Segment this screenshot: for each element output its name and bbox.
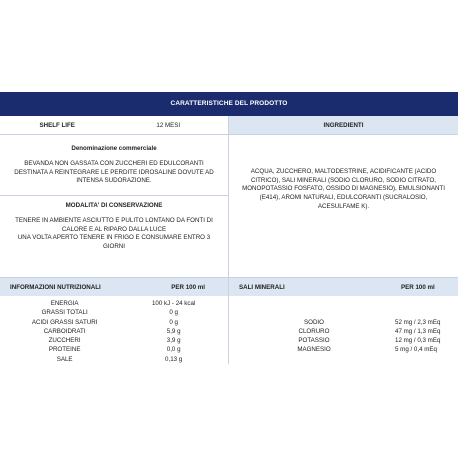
conservazione-line: GIORNI bbox=[102, 242, 125, 250]
nutrition-table bbox=[0, 296, 228, 364]
table-row bbox=[229, 345, 458, 354]
denominazione-line: BEVANDA NON GASSATA CON ZUCCHERI ED EDULCORANTI bbox=[24, 160, 204, 167]
mineral-value: 52 mg / 2,3 mEq bbox=[395, 318, 441, 326]
conservazione-line: UNA VOLTA APERTO TENERE IN FRIGO E CONSUMARE ENTRO 3 bbox=[17, 234, 211, 242]
nutrient-value: 0 g bbox=[169, 318, 178, 326]
mineral-value: 12 mg / 0,3 mEq bbox=[395, 337, 441, 345]
mineral-name: MAGNESIO bbox=[297, 346, 331, 354]
table-row bbox=[0, 327, 228, 336]
conservazione-line: CALORE E AL RIPARO DALLA LUCE bbox=[61, 225, 167, 233]
conservazione-line: TENERE IN AMBIENTE ASCIUTTO E PULITO LONTANO DA FONTI DI bbox=[15, 217, 213, 224]
sheet-title: CARATTERISTICHE DEL PRODOTTO bbox=[0, 92, 458, 116]
nutrient-value: 3,9 g bbox=[166, 337, 181, 345]
nutrition-per-label: PER 100 ml bbox=[171, 283, 206, 291]
denominazione-heading: Denominazione commerciale bbox=[71, 145, 157, 152]
ingredienti-line: CITRICO), SALI MINERALI (SODIO CLORURO, SODIO CITRATO, bbox=[250, 176, 437, 184]
minerals-table bbox=[229, 296, 458, 355]
nutrient-name: ACIDI GRASSI SATURI bbox=[31, 318, 98, 326]
mineral-value: 5 mg / 0,4 mEq bbox=[395, 346, 437, 354]
table-row bbox=[0, 299, 228, 308]
nutrient-value: 5,9 g bbox=[166, 327, 181, 335]
table-row bbox=[0, 345, 228, 354]
nutrition-column bbox=[0, 277, 229, 364]
nutrient-value: 0,13 g bbox=[165, 355, 183, 363]
top-section bbox=[0, 116, 458, 277]
nutrient-value: 0,0 g bbox=[166, 346, 181, 354]
nutrition-header bbox=[0, 277, 228, 296]
ingredienti-heading: INGREDIENTI bbox=[229, 116, 458, 135]
conservazione-text bbox=[0, 215, 228, 257]
minerals-per-label: PER 100 ml bbox=[401, 283, 435, 291]
ingredienti-text bbox=[229, 135, 458, 277]
shelf-life-row bbox=[0, 116, 228, 135]
ingredienti-line: ACESULFAME K). bbox=[317, 202, 370, 210]
ingredienti-line: MONOPOTASSIO FOSFATO, OSSIDO DI MAGNESIO), EMULSIONANTI bbox=[242, 185, 445, 193]
denominazione-line: DESTINATA A REINTEGRARE LE PERDITE IDROSALINE DOVUTE AD bbox=[14, 168, 214, 176]
table-row bbox=[229, 327, 458, 336]
nutrient-value: 100 kJ - 24 kcal bbox=[151, 300, 196, 307]
nutrient-name: ENERGIA bbox=[50, 300, 79, 307]
table-row bbox=[0, 318, 228, 327]
ingredienti-line: ACQUA, ZUCCHERO, MALTODESTRINE, ACIDIFICANTE (ACIDO bbox=[250, 168, 437, 175]
mineral-value: 47 mg / 1,3 mEq bbox=[395, 327, 441, 335]
denominazione-line: INTENSA SUDORAZIONE. bbox=[76, 177, 152, 185]
minerals-column bbox=[229, 277, 458, 364]
nutrition-heading: INFORMAZIONI NUTRIZIONALI bbox=[10, 283, 101, 291]
table-row bbox=[0, 336, 228, 345]
shelf-life-label: SHELF LIFE bbox=[39, 121, 75, 129]
bottom-section bbox=[0, 277, 458, 364]
right-column bbox=[229, 116, 458, 277]
minerals-header bbox=[229, 277, 458, 296]
nutrient-name: PROTEINE bbox=[48, 346, 81, 354]
product-sheet bbox=[0, 92, 458, 364]
table-row bbox=[229, 336, 458, 345]
nutrient-name: SALE bbox=[56, 355, 73, 363]
nutrient-name: ZUCCHERI bbox=[48, 337, 81, 345]
nutrient-value: 0 g bbox=[169, 309, 178, 317]
table-row bbox=[229, 299, 458, 308]
table-row bbox=[229, 308, 458, 317]
shelf-life-value: 12 MESI bbox=[156, 121, 181, 129]
nutrient-name: CARBOIDRATI bbox=[43, 327, 86, 335]
table-row bbox=[229, 318, 458, 327]
conservazione-heading: MODALITA' DI CONSERVAZIONE bbox=[0, 195, 228, 215]
nutrient-name: GRASSI TOTALI bbox=[41, 309, 88, 317]
minerals-heading: SALI MINERALI bbox=[239, 283, 285, 291]
table-row bbox=[0, 355, 228, 364]
mineral-name: CLORURO bbox=[298, 327, 330, 335]
mineral-name: POTASSIO bbox=[298, 337, 330, 345]
ingredienti-line: (E414), AROMI NATURALI, EDULCORANTI (SUCRALOSIO, bbox=[259, 194, 428, 202]
left-column bbox=[0, 116, 229, 277]
denominazione-text bbox=[0, 157, 228, 195]
mineral-name: SODIO bbox=[304, 318, 324, 326]
table-row bbox=[0, 308, 228, 317]
